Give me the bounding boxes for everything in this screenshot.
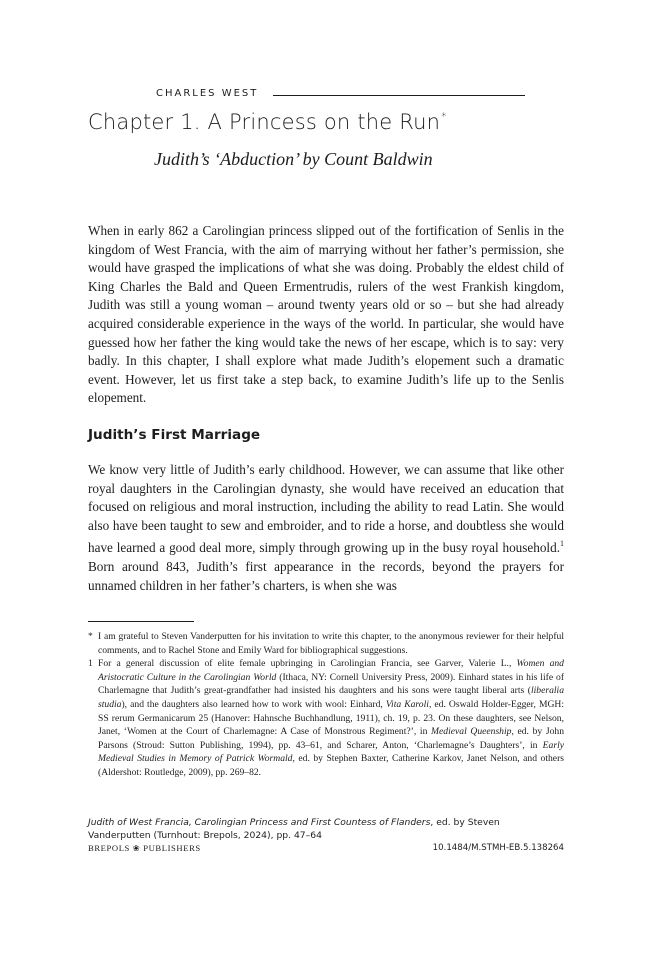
- footnote-ref-1[interactable]: 1: [560, 539, 564, 549]
- chapter-title-text: Chapter 1. A Princess on the Run: [88, 110, 441, 134]
- section-heading: Judith’s First Marriage: [88, 427, 261, 443]
- footnote-1-text: , ed. by Stephen Baxter, Catherine Karkov, Janet Nelson, and others (Aldershot: Routledge, 2009), pp. 269–82.: [98, 753, 564, 778]
- footnotes: [88, 630, 564, 780]
- footnote-1-title: Vita Karoli: [385, 698, 429, 710]
- footnote-1-text: , ed. by John Parsons (Stroud: Sutton Publishing, 1994), pp. 43–61, and Scharer, Anton, ‘Charlemagne’s Daughters’, in: [98, 726, 565, 751]
- header-rule: [273, 95, 525, 96]
- section-paragraph-text-1: We know very little of Judith’s early childhood. However, we can assume that like other royal daughters in the Carolingian dynasty, she would have received an education that focused on religious and moral instruction, including the ability to read Latin. She would also have been taught to sew and embroider, and to ride a horse, and doubtless she would have learned a good deal more, simply through growing up in the busy royal household.: [88, 462, 564, 556]
- footnote-star: [88, 630, 564, 657]
- title-footnote-mark[interactable]: *: [441, 110, 447, 123]
- footnote-1-title: liberalia studia: [98, 685, 564, 710]
- footnote-1-text: , ed. Oswald Holder-Egger, MGH: SS rerum Germanicarum 25 (Hanover: Hahnsche Buchhandlung, 1911), ch. 19, p. 23. On these daughters, see Nelson, Janet, ‘Women at the Court of Charlemagne: A Case of Monstrous Regiment?’, in: [98, 698, 565, 738]
- footnote-1-text: ), and the daughters also learned how to work with wool: Einhard,: [121, 698, 386, 710]
- publisher-logo: BREPOLS ❀ PUBLISHERS: [88, 843, 201, 853]
- book-citation: [88, 816, 564, 843]
- footnote-star-mark: *: [88, 631, 93, 642]
- footnote-1-title: Early Medieval Studies in Memory of Patrick Wormald: [98, 739, 564, 765]
- citation-details: , ed. by Steven Vanderputten (Turnhout: Brepols, 2024), pp. 47–64: [88, 817, 500, 842]
- footnote-1-text: (Ithaca, NY: Cornell University Press, 2009). Einhard states in his life of Charlemagne that Judith’s great-grandfather had insisted his daughters and his sons were taught liberal arts (: [98, 671, 565, 697]
- footnote-1: [88, 657, 564, 779]
- doi-link[interactable]: 10.1484/M.STMH-EB.5.138264: [432, 843, 564, 853]
- chapter-subtitle: Judith’s ‘Abduction’ by Count Baldwin: [154, 149, 433, 169]
- footnote-1-mark: 1: [88, 658, 93, 670]
- running-head-author: CHARLES WEST: [156, 88, 259, 99]
- section-paragraph: [88, 461, 564, 595]
- chapter-title: [88, 110, 447, 134]
- publisher-row: [88, 843, 564, 857]
- intro-paragraph: When in early 862 a Carolingian princess slipped out of the fortification of Senlis in the kingdom of West Francia, with the aim of marrying without her father’s permission, she would have grasped the implications of what she was doing. Probably the eldest child of King Charles the Bald and Queen Ermentrudis, rulers of the west Frankish kingdom, Judith was still a young woman – around twenty years old or so – but she had already acquired considerable experience in the ways of the world. In particular, she would have guessed how her father the king would take the news of her escape, which is to say: very badly. In this chapter, I shall explore what made Judith’s elopement such a dramatic event. However, let us first take a step back, to examine Judith’s life up to the Senlis elopement.: [88, 223, 564, 406]
- footnote-star-text: I am grateful to Steven Vanderputten for his invitation to write this chapter, to the anonymous reviewer for their helpful comments, and to Rachel Stone and Emily Ward for bibliographical suggestions.: [98, 631, 564, 656]
- footnote-1-title: Medieval Queenship: [431, 726, 512, 738]
- citation-book-title: Judith of West Francia, Carolingian Princess and First Countess of Flanders: [88, 817, 431, 828]
- footnote-rule: [88, 621, 194, 622]
- section-paragraph-text-2: Born around 843, Judith’s first appearance in the records, beyond the prayers for unnamed children in her father’s charters, is when she was: [88, 558, 564, 593]
- footnote-1-text: For a general discussion of elite female upbringing in Carolingian Francia, see Garver, Valerie L.,: [98, 658, 517, 670]
- footnote-1-title: Women and Aristocratic Culture in the Carolingian World: [98, 658, 564, 683]
